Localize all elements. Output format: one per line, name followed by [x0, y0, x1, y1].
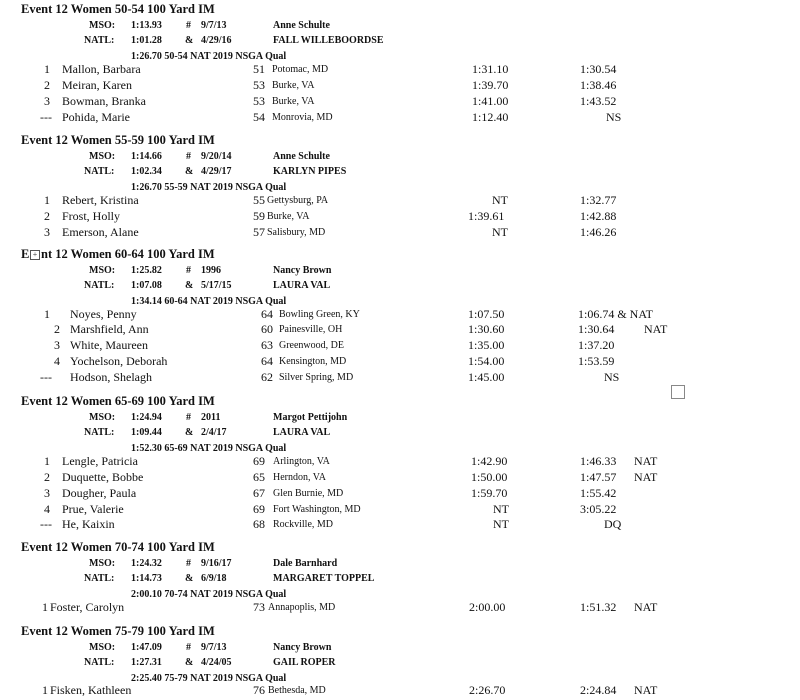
natl-symbol: &: [185, 657, 194, 668]
mso-symbol: #: [186, 20, 191, 31]
final-time: 1:46.26: [580, 225, 617, 239]
qualification-note: NAT: [634, 683, 658, 697]
swimmer-age: 54: [253, 110, 265, 124]
final-time: 3:05.22: [580, 502, 617, 516]
seed-time: 2:26.70: [469, 683, 506, 697]
swimmer-name: Mallon, Barbara: [62, 62, 141, 76]
natl-symbol: &: [185, 166, 194, 177]
swimmer-city: Kensington, MD: [279, 356, 347, 367]
checkbox[interactable]: [671, 385, 685, 399]
swimmer-name: Emerson, Alane: [62, 225, 139, 239]
result-place: 3: [44, 486, 50, 500]
swimmer-name: Fisken, Kathleen: [50, 683, 132, 697]
natl-label: NATL:: [84, 35, 115, 46]
seed-time: 1:35.00: [468, 338, 505, 352]
swimmer-age: 51: [253, 62, 265, 76]
natl-symbol: &: [185, 573, 194, 584]
result-place: 1: [44, 454, 50, 468]
result-place: 1: [42, 600, 48, 614]
natl-time: 1:02.34: [131, 166, 162, 177]
mso-label: MSO:: [89, 642, 116, 653]
result-place: 1: [42, 683, 48, 697]
mso-holder: Anne Schulte: [273, 151, 330, 162]
move-handle-icon[interactable]: +: [30, 250, 40, 260]
event-title: Event 12 Women 55-59 100 Yard IM: [21, 133, 215, 147]
swimmer-name: Yochelson, Deborah: [70, 354, 168, 368]
swimmer-name: He, Kaixin: [62, 517, 115, 531]
mso-holder: Dale Barnhard: [273, 558, 338, 569]
swimmer-city: Salisbury, MD: [267, 227, 326, 238]
natl-date: 6/9/18: [201, 573, 227, 584]
mso-date: 2011: [201, 412, 221, 423]
swimmer-city: Monrovia, MD: [272, 112, 333, 123]
seed-time: 1:42.90: [471, 454, 508, 468]
final-time: DQ: [604, 517, 622, 531]
natl-symbol: &: [185, 280, 194, 291]
result-place: ---: [40, 517, 52, 531]
swimmer-age: 69: [253, 502, 265, 516]
swimmer-city: Painesville, OH: [279, 324, 343, 335]
swimmer-city: Burke, VA: [267, 211, 310, 222]
event-title: Event 12 Women 70-74 100 Yard IM: [21, 540, 215, 554]
seed-time: 1:31.10: [472, 62, 509, 76]
final-time: NS: [606, 110, 622, 124]
swimmer-name: Meiran, Karen: [62, 78, 132, 92]
mso-symbol: #: [186, 558, 191, 569]
result-place: 1: [44, 62, 50, 76]
natl-date: 4/29/17: [201, 166, 232, 177]
mso-holder: Nancy Brown: [273, 642, 332, 653]
natl-time: 1:09.44: [131, 427, 162, 438]
swimmer-name: White, Maureen: [70, 338, 148, 352]
final-time: 1:43.52: [580, 94, 617, 108]
natl-holder: MARGARET TOPPEL: [273, 573, 375, 584]
seed-time: 1:30.60: [468, 322, 505, 336]
final-time: 1:38.46: [580, 78, 617, 92]
natl-holder: LAURA VAL: [273, 280, 331, 291]
event-title-rest: nt 12 Women 60-64 100 Yard IM: [41, 247, 215, 261]
swimmer-city: Burke, VA: [272, 96, 315, 107]
swimmer-name: Bowman, Branka: [62, 94, 146, 108]
swimmer-age: 73: [253, 600, 265, 614]
event-title: Event 12 Women 75-79 100 Yard IM: [21, 624, 215, 638]
qualification-note: NAT: [634, 454, 658, 468]
natl-label: NATL:: [84, 657, 115, 668]
natl-holder: LAURA VAL: [273, 427, 331, 438]
swimmer-age: 69: [253, 454, 265, 468]
swimmer-city: Greenwood, DE: [279, 340, 344, 351]
swimmer-name: Frost, Holly: [62, 209, 121, 223]
swimmer-city: Arlington, VA: [273, 456, 330, 467]
mso-holder: Margot Pettijohn: [273, 412, 348, 423]
mso-time: 1:47.09: [131, 642, 162, 653]
seed-time: 1:39.70: [472, 78, 509, 92]
final-time: 1:30.54: [580, 62, 617, 76]
qual-standard: 1:26.70 55-59 NAT 2019 NSGA Qual: [131, 182, 287, 193]
swimmer-city: Fort Washington, MD: [273, 504, 361, 515]
mso-label: MSO:: [89, 265, 116, 276]
qual-standard: 1:26.70 50-54 NAT 2019 NSGA Qual: [131, 51, 287, 62]
seed-time: 1:41.00: [472, 94, 509, 108]
qual-standard: 1:52.30 65-69 NAT 2019 NSGA Qual: [131, 443, 287, 454]
final-time: 1:37.20: [578, 338, 615, 352]
natl-date: 5/17/15: [201, 280, 232, 291]
seed-time: NT: [493, 502, 509, 516]
event-title: Event 12 Women 65-69 100 Yard IM: [21, 394, 215, 408]
swimmer-age: 67: [253, 486, 265, 500]
swimmer-age: 64: [261, 307, 273, 321]
mso-date: 9/16/17: [201, 558, 232, 569]
seed-time: 1:59.70: [471, 486, 508, 500]
swimmer-name: Pohida, Marie: [62, 110, 130, 124]
swimmer-age: 60: [261, 322, 273, 336]
swimmer-age: 65: [253, 470, 265, 484]
result-place: 1: [44, 193, 50, 207]
final-time: 1:46.33: [580, 454, 617, 468]
natl-label: NATL:: [84, 573, 115, 584]
qualification-note: NAT: [634, 600, 658, 614]
natl-holder: GAIL ROPER: [273, 657, 336, 668]
result-place: 2: [44, 209, 50, 223]
seed-time: NT: [492, 193, 508, 207]
swimmer-city: Glen Burnie, MD: [273, 488, 344, 499]
swimmer-city: Bethesda, MD: [268, 685, 326, 696]
natl-holder: FALL WILLEBOORDSE: [273, 35, 384, 46]
seed-time: 1:39.61: [468, 209, 505, 223]
mso-date: 1996: [201, 265, 221, 276]
natl-label: NATL:: [84, 427, 115, 438]
swimmer-city: Burke, VA: [272, 80, 315, 91]
result-place: 4: [44, 502, 50, 516]
result-place: 2: [54, 322, 60, 336]
swimmer-name: Hodson, Shelagh: [70, 370, 152, 384]
swimmer-name: Noyes, Penny: [70, 307, 137, 321]
swimmer-age: 53: [253, 78, 265, 92]
qual-standard: 1:34.14 60-64 NAT 2019 NSGA Qual: [131, 296, 287, 307]
mso-label: MSO:: [89, 412, 116, 423]
seed-time: 1:45.00: [468, 370, 505, 384]
seed-time: 2:00.00: [469, 600, 506, 614]
swimmer-age: 68: [253, 517, 265, 531]
swimmer-name: Duquette, Bobbe: [62, 470, 144, 484]
mso-symbol: #: [186, 412, 191, 423]
swimmer-age: 64: [261, 354, 273, 368]
result-place: 3: [44, 94, 50, 108]
mso-label: MSO:: [89, 558, 116, 569]
natl-label: NATL:: [84, 280, 115, 291]
final-time: 1:55.42: [580, 486, 617, 500]
seed-time: NT: [492, 225, 508, 239]
swimmer-city: Bowling Green, KY: [279, 309, 360, 320]
mso-holder: Nancy Brown: [273, 265, 332, 276]
seed-time: 1:07.50: [468, 307, 505, 321]
result-place: 3: [44, 225, 50, 239]
result-place: 2: [44, 470, 50, 484]
natl-symbol: &: [185, 35, 194, 46]
mso-date: 9/7/13: [201, 20, 227, 31]
final-time: 1:42.88: [580, 209, 617, 223]
swimmer-city: Herndon, VA: [273, 472, 326, 483]
seed-time: 1:50.00: [471, 470, 508, 484]
seed-time: 1:12.40: [472, 110, 509, 124]
swimmer-city: Potomac, MD: [272, 64, 329, 75]
mso-holder: Anne Schulte: [273, 20, 330, 31]
seed-time: 1:54.00: [468, 354, 505, 368]
qual-standard: 2:25.40 75-79 NAT 2019 NSGA Qual: [131, 673, 287, 684]
final-time: NS: [604, 370, 620, 384]
swimmer-name: Lengle, Patricia: [62, 454, 138, 468]
natl-time: 1:01.28: [131, 35, 162, 46]
natl-date: 4/29/16: [201, 35, 232, 46]
mso-symbol: #: [186, 642, 191, 653]
final-time: 1:30.64: [578, 322, 615, 336]
swimmer-age: 76: [253, 683, 265, 697]
mso-time: 1:24.94: [131, 412, 162, 423]
mso-date: 9/20/14: [201, 151, 232, 162]
final-time: 1:47.57: [580, 470, 617, 484]
natl-time: 1:07.08: [131, 280, 162, 291]
mso-label: MSO:: [89, 20, 116, 31]
event-title: E: [21, 247, 30, 261]
mso-symbol: #: [186, 151, 191, 162]
mso-time: 1:14.66: [131, 151, 162, 162]
result-place: 2: [44, 78, 50, 92]
swimmer-city: Silver Spring, MD: [279, 372, 354, 383]
natl-time: 1:14.73: [131, 573, 162, 584]
swimmer-age: 57: [253, 225, 265, 239]
qualification-note: NAT: [644, 322, 668, 336]
mso-time: 1:24.32: [131, 558, 162, 569]
swimmer-age: 63: [261, 338, 273, 352]
natl-label: NATL:: [84, 166, 115, 177]
result-place: 1: [44, 307, 50, 321]
final-time: 1:51.32: [580, 600, 617, 614]
seed-time: NT: [493, 517, 509, 531]
final-time: 1:06.74 & NAT: [578, 307, 653, 321]
qualification-note: NAT: [634, 470, 658, 484]
swimmer-name: Marshfield, Ann: [70, 322, 149, 336]
qual-standard: 2:00.10 70-74 NAT 2019 NSGA Qual: [131, 589, 287, 600]
swimmer-name: Foster, Carolyn: [50, 600, 125, 614]
result-place: 4: [54, 354, 60, 368]
swimmer-city: Rockville, MD: [273, 519, 333, 530]
natl-date: 2/4/17: [201, 427, 227, 438]
final-time: 2:24.84: [580, 683, 617, 697]
natl-date: 4/24/05: [201, 657, 232, 668]
final-time: 1:53.59: [578, 354, 615, 368]
mso-time: 1:13.93: [131, 20, 162, 31]
swimmer-name: Rebert, Kristina: [62, 193, 139, 207]
swimmer-age: 53: [253, 94, 265, 108]
mso-date: 9/7/13: [201, 642, 227, 653]
mso-time: 1:25.82: [131, 265, 162, 276]
swimmer-name: Prue, Valerie: [62, 502, 124, 516]
natl-symbol: &: [185, 427, 194, 438]
swimmer-age: 62: [261, 370, 273, 384]
swimmer-age: 55: [253, 193, 265, 207]
final-time: 1:32.77: [580, 193, 617, 207]
swimmer-city: Annapoplis, MD: [268, 602, 336, 613]
natl-holder: KARLYN PIPES: [273, 166, 347, 177]
natl-time: 1:27.31: [131, 657, 162, 668]
mso-label: MSO:: [89, 151, 116, 162]
event-title: Event 12 Women 50-54 100 Yard IM: [21, 2, 215, 16]
result-place: ---: [40, 370, 52, 384]
swimmer-city: Gettysburg, PA: [267, 195, 329, 206]
mso-symbol: #: [186, 265, 191, 276]
swimmer-name: Dougher, Paula: [62, 486, 137, 500]
swimmer-age: 59: [253, 209, 265, 223]
result-place: ---: [40, 110, 52, 124]
result-place: 3: [54, 338, 60, 352]
